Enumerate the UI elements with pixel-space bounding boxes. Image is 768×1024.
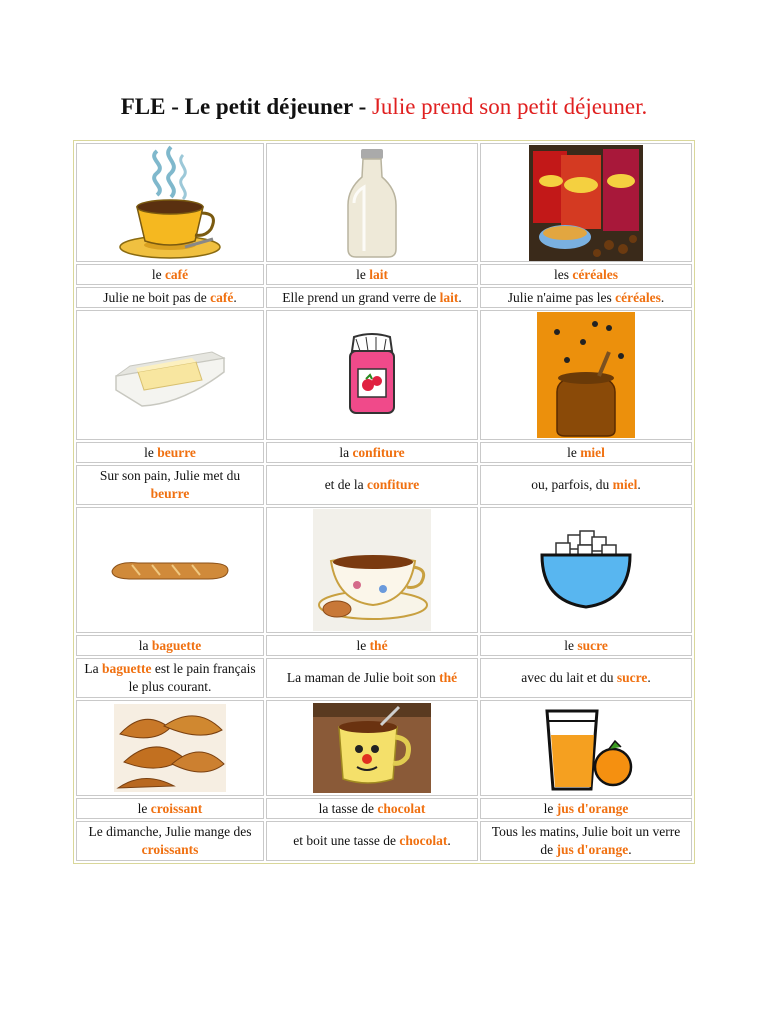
word-term: miel [580, 444, 605, 460]
orange-juice-image [537, 701, 635, 795]
word-term: confiture [352, 444, 405, 460]
sentence-text: Julie ne boit pas de [103, 289, 211, 305]
word-term: baguette [151, 637, 202, 653]
tea-cup-image [313, 509, 431, 631]
word-article: le [543, 800, 557, 816]
word-article: le [356, 637, 370, 653]
sentence-term: jus d'orange [556, 842, 629, 857]
sentence-text: ou, parfois, du [531, 477, 613, 492]
sentence-cell [480, 465, 692, 505]
page-title [0, 92, 768, 122]
sentence-cell [266, 658, 478, 698]
word-term: jus d'orange [556, 800, 629, 816]
chocolate-mug-image [313, 703, 431, 793]
word-row [76, 264, 692, 285]
word-article: le [144, 444, 158, 460]
word-cell [480, 635, 692, 656]
word-cell [480, 264, 692, 285]
image-cell [76, 700, 264, 796]
sentence-cell [266, 287, 478, 308]
sentence-cell [76, 658, 264, 698]
sentence-term: miel [612, 477, 638, 492]
word-term: beurre [157, 444, 196, 460]
sentence-text: est le pain français le plus courant. [128, 661, 256, 694]
word-cell [480, 442, 692, 463]
word-cell [76, 798, 264, 819]
word-cell [266, 442, 478, 463]
image-cell [480, 310, 692, 440]
sentence-text: Elle prend un grand verre de [282, 289, 440, 305]
sentence-cell [266, 465, 478, 505]
image-cell [76, 143, 264, 262]
sentence-text: . [628, 842, 632, 857]
sentence-term: thé [439, 670, 458, 685]
word-term: chocolat [377, 800, 426, 816]
word-article: la [339, 444, 353, 460]
sentence-text: . [233, 289, 237, 305]
sentence-row [76, 287, 692, 308]
sentence-cell [480, 287, 692, 308]
word-cell [266, 264, 478, 285]
sentence-term: sucre [616, 670, 648, 685]
image-cell [480, 507, 692, 633]
image-row [76, 310, 692, 440]
word-term: thé [369, 637, 388, 653]
sentence-text: La [84, 661, 102, 676]
word-term: café [164, 266, 189, 282]
image-cell [76, 507, 264, 633]
word-cell [76, 442, 264, 463]
sentence-term: croissants [141, 842, 199, 857]
word-term: croissant [150, 800, 203, 816]
sugar-bowl-image [538, 529, 634, 611]
word-row [76, 798, 692, 819]
word-article: le [151, 266, 165, 282]
sentence-cell [480, 658, 692, 698]
title-subtitle: Julie prend son petit déjeuner. [371, 94, 648, 119]
sentence-text: . [458, 289, 462, 305]
coffee-cup-image [115, 145, 225, 261]
image-cell [266, 143, 478, 262]
image-cell [76, 310, 264, 440]
sentence-text: avec du lait et du [521, 670, 617, 685]
sentence-text: . [647, 670, 651, 685]
word-article: la [138, 637, 152, 653]
sentence-term: chocolat [399, 833, 448, 848]
image-row [76, 700, 692, 796]
sentence-term: café [210, 289, 234, 305]
word-term: lait [369, 266, 388, 282]
word-article: le [137, 800, 151, 816]
butter-dish-image [112, 340, 228, 410]
word-cell [266, 798, 478, 819]
sentence-term: confiture [367, 477, 420, 492]
word-article: la tasse de [318, 800, 378, 816]
sentence-text: Le dimanche, Julie mange des [88, 824, 252, 839]
sentence-row [76, 821, 692, 861]
word-article: le [567, 444, 581, 460]
image-cell [266, 700, 478, 796]
sentence-row [76, 465, 692, 505]
word-cell [76, 264, 264, 285]
sentence-term: baguette [101, 661, 152, 676]
sentence-term: lait [439, 289, 459, 305]
croissants-image [114, 704, 226, 792]
word-article: le [356, 266, 370, 282]
word-term: sucre [577, 637, 608, 653]
vocabulary-table [73, 140, 695, 864]
sentence-cell [76, 465, 264, 505]
sentence-cell [76, 821, 264, 861]
sentence-text: . [447, 833, 451, 848]
sentence-text: Julie n'aime pas les [507, 289, 616, 305]
sentence-cell [76, 287, 264, 308]
sentence-term: céréales [615, 289, 661, 305]
sentence-cell [266, 821, 478, 861]
word-row [76, 635, 692, 656]
sentence-term: beurre [150, 486, 190, 501]
milk-bottle-image [342, 147, 402, 259]
sentence-text: . [637, 477, 641, 492]
word-row [76, 442, 692, 463]
word-cell [76, 635, 264, 656]
honey-jar-image [537, 312, 635, 438]
image-cell [480, 700, 692, 796]
word-cell [480, 798, 692, 819]
image-row [76, 507, 692, 633]
word-article: les [553, 266, 573, 282]
sentence-text: et de la [324, 477, 368, 492]
image-cell [480, 143, 692, 262]
cereal-boxes-image [529, 145, 643, 261]
image-cell [266, 310, 478, 440]
sentence-text: Tous les matins, Julie boit un verre de [491, 824, 681, 857]
sentence-text: . [660, 289, 665, 305]
jam-jar-image [346, 333, 398, 417]
baguette-image [108, 555, 232, 585]
word-term: céréales [572, 266, 619, 282]
word-cell [266, 635, 478, 656]
image-row [76, 143, 692, 262]
sentence-cell [480, 821, 692, 861]
sentence-row [76, 658, 692, 698]
sentence-text: La maman de Julie boit son [286, 670, 440, 685]
sentence-text: Sur son pain, Julie met du [99, 468, 241, 483]
word-article: le [564, 637, 578, 653]
title-prefix: FLE - Le petit déjeuner - [120, 94, 372, 119]
image-cell [266, 507, 478, 633]
sentence-text: et boit une tasse de [293, 833, 400, 848]
